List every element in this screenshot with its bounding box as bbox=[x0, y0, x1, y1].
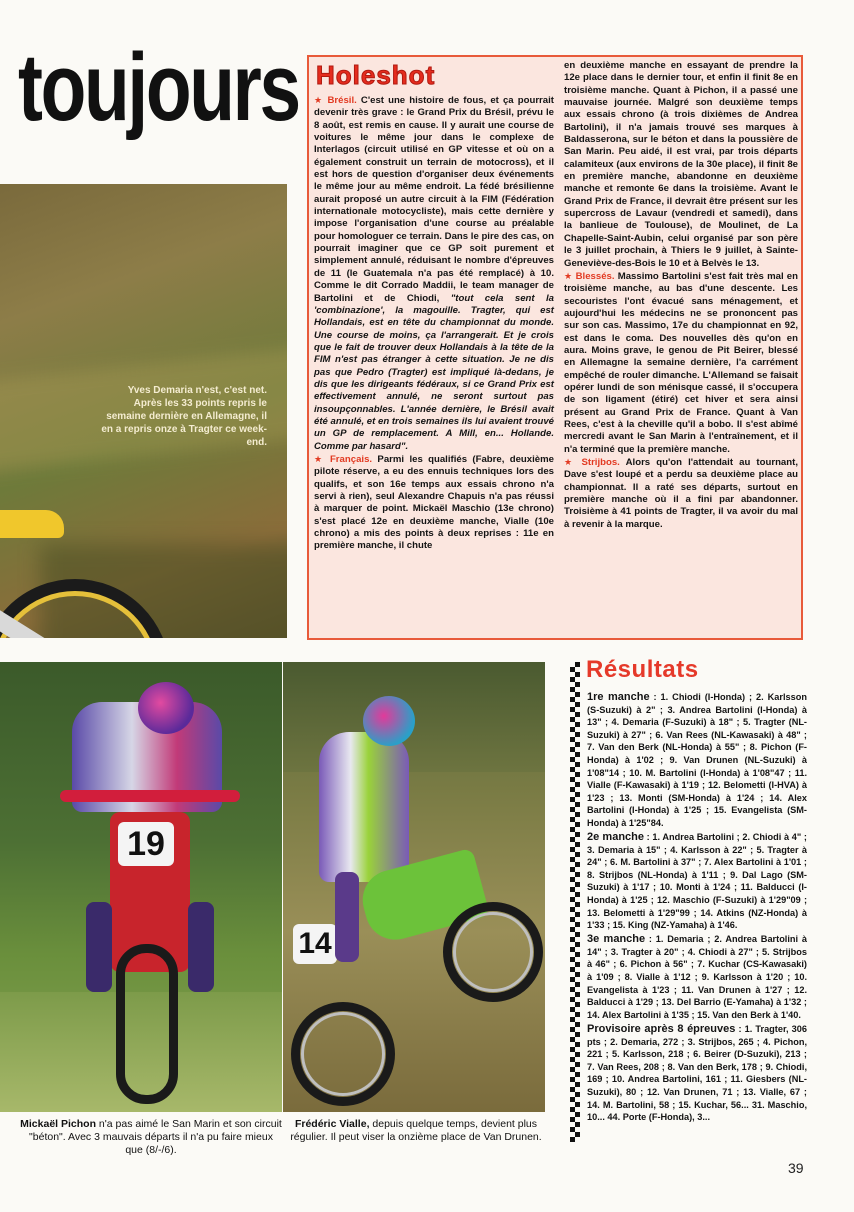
results-title: Résultats bbox=[586, 656, 699, 683]
rider-helmet bbox=[363, 696, 415, 746]
results-body bbox=[587, 691, 807, 1125]
holeshot-right-column bbox=[564, 60, 798, 531]
holeshot-keyword: Strijbos. bbox=[581, 457, 620, 468]
results-section-head: 2e manche bbox=[587, 831, 644, 844]
rider-helmet bbox=[138, 682, 194, 734]
holeshot-keyword: Blessés. bbox=[575, 270, 615, 282]
caption-pichon-name: Mickaël Pichon bbox=[20, 1118, 96, 1130]
star-bullet-icon: ★ bbox=[314, 95, 328, 105]
photo-top-caption bbox=[97, 384, 267, 449]
results-section bbox=[587, 933, 807, 1021]
rider-leg bbox=[335, 872, 359, 962]
holeshot-left-column bbox=[314, 94, 554, 553]
holeshot-text: en deuxième manche en essayant de prendre la 12e place dans le dernier tour, et enfin il finit 8e en troisième manche. Quant à Pichon, il a passé une mauvaise journée. Malgré son deuxième temps aux essais chrono (à trois dixièmes de Andrea Bartolini), il n'a jamais trouvé ses marques à Baldasserona, sur le béton et dans la poussière de San Marin. Peu aidé, il est vrai, par trois départs calamiteux (aux environs de la 30e place), il finit 8e en première manche, abandonne en deuxième manche et remonte 6e dans la troisième. Avant le Grand Prix de France, il devrait être présent sur les supercross de Lavaur (vendredi et samedi), dans la banlieue de Toulouse), de Moulinet, de La Chapelle-Saint-Aubin, celui organisé par son père le 3 juillet prochain, à Thiers le 9 juillet, à Sainte-Geneviève-des-Bois le 10 et à Belvès le 13. bbox=[564, 60, 798, 269]
holeshot-paragraph-bresil bbox=[314, 94, 554, 453]
front-rim bbox=[453, 912, 533, 992]
handlebar bbox=[60, 790, 240, 802]
holeshot-keyword: Français. bbox=[329, 453, 373, 465]
holeshot-text: Massimo Bartolini s'est fait très mal en troisième manche, au bas d'une descente. Les secouristes l'ont évacué sans ménagement, et aujourd'hui les médecins ne se prononcent pas sur son cas. Massimo, 17e du championnat en 92, est dans le coma. Des nouvelles dès qu'on en aura. Moins grave, le genou de Pit Beirer, blessé en Allemagne la semaine dernière, l'a carrément empêché de rouler dimanche. L'Allemand se faisait opérer lundi de son ménisque cassé, il s'occupera de son ligament (étiré) cet hiver et sera ainsi présent au Grand Prix de France. Quant à Van Rees, c'est à la cheville qu'il a bobo. Il s'est abîmé mercredi avant le San Marin à l'entraînement, et il n'a terminé que la première manche. bbox=[564, 270, 798, 455]
rider-leg bbox=[188, 902, 214, 992]
holeshot-text: Parmi les qualifiés (Fabre, deuxième pilote réserve, a eu des ennuis techniques lors des qualifs, et son 16e temps aux essais chrono n'a servi à rien), seul Alexandre Chapuis n'a pas réussi à marquer de point. Mickaël Maschio (13e chrono) s'est placé 12e en deuxième manche, Vialle (10e chrono) a mis des points à deux reprises : 11e en première manche, il chute bbox=[314, 453, 554, 552]
rider-leg bbox=[86, 902, 112, 992]
results-section-head: 1re manche bbox=[587, 691, 650, 703]
rear-rim bbox=[301, 1012, 385, 1096]
holeshot-keyword: Brésil. bbox=[327, 95, 357, 106]
holeshot-paragraph-francais bbox=[314, 453, 554, 553]
results-section-text: : 1. Chiodi (I-Honda) ; 2. Karlsson (S-Suzuki) à 2" ; 3. Andrea Bartolini (I-Honda) à 13" ; 4. Demaria (F-Suzuki) à 18" ; 5. Tragter (NL-Suzuki) à 27" ; 6. Van Rees (NL-Kawasaki) à 48" ; 7. Van den Berk (NL-Honda) à 55" ; 8. Pichon (F-Honda) à 1'02 ; 9. Van Drunen (NL-Suzuki) à 1'08"14 ; 10. M. Bartolini (I-Honda) à 1'08"47 ; 11. Vialle (F-Kawasaki) à 1'19 ; 12. Belometti (I-HVA) à 1'23 ; 13. Monti (SM-Honda) à 1'24 ; 14. Alex Bartolini (I-Honda) à 1'25 ; 15. Evangelista (SM-Honda) à 1'25"84. bbox=[587, 692, 807, 828]
results-section bbox=[587, 691, 807, 830]
checkered-flag-border bbox=[570, 662, 580, 1142]
results-section-head: 3e manche bbox=[587, 933, 646, 946]
page-number: 39 bbox=[788, 1160, 804, 1176]
number-plate-14: 14 bbox=[293, 924, 337, 964]
caption-pichon-text: n'a pas aimé le San Marin et son circuit "béton". Avec 3 mauvais départs il n'a pu faire mieux que (8/-/6). bbox=[29, 1118, 282, 1156]
results-section-text: : 1. Andrea Bartolini ; 2. Chiodi à 4" ; 3. Demaria à 15" ; 4. Karlsson à 22" ; 5. Tragter à 24" ; 6. M. Bartolini à 37" ; 7. Alex Bartolini à 1'01 ; 8. Strijbos (NL-Honda) à 1'11 ; 9. Dal Lago (SM-Suzuki) à 1'17 ; 10. Monti à 1'24 ; 11. Balducci (I-Honda) à 1'25 ; 12. Maschio (F-Suzuki) à 1'29"09 ; 13. Belometti à 1'29"99 ; 14. Atkins (NZ-Honda) à 1'33 ; 15. King (NZ-Yamaha) à 1'46. bbox=[587, 832, 807, 931]
photo-pichon bbox=[0, 662, 282, 1112]
star-bullet-icon: ★ bbox=[564, 270, 576, 281]
results-section-head: Provisoire après 8 épreuves bbox=[587, 1022, 736, 1035]
holeshot-text: C'est une histoire de fous, et ça pourrait devenir très grave : le Grand Prix du Brésil, prévu le 8 août, est remis en cause. Il y aurait une course de voitures le même jour dans le complexe de Interlagos (circuit utilisé en GP vitesse et où on a également construit un terrain de motocross), et il est hors de question d'organiser deux événements le même jour au même endroit. La fédé brésilienne aurait proposé un autre circuit à la FIM (Fédération internationale motocycliste), mais cette dernière y impose l'organisation d'une course au préalable pour homologuer ce terrain. Dans le pire des cas, on pourrait imaginer que ce GP soit purement et simplement annulé, réduisant le nombre d'épreuves de 11 (le Guatemala n'a pas été remplacé) à 10. Comme le dit Corrado Maddii, le team manager de Bartolini et de Chiodi, bbox=[314, 95, 554, 304]
number-plate-19: 19 bbox=[118, 822, 174, 866]
photo-vialle bbox=[283, 662, 545, 1112]
caption-vialle bbox=[290, 1118, 542, 1144]
results-section bbox=[587, 831, 807, 932]
headline: toujours bbox=[18, 34, 299, 141]
front-tire bbox=[116, 944, 178, 1104]
star-bullet-icon: ★ bbox=[314, 453, 330, 464]
caption-vialle-text: depuis quelque temps, devient plus régulier. Il peut viser la onzième place de Van Drunen. bbox=[290, 1118, 542, 1143]
photo-motocross-rider-top bbox=[0, 184, 287, 638]
photo-top-caption-text: n'est, c'est net. Après les 33 points repris le semaine dernière en Allemagne, il en a repris onze à Tragter ce week-end. bbox=[101, 385, 267, 448]
results-section-text: : 1. Tragter, 306 pts ; 2. Demaria, 272 ; 3. Strijbos, 265 ; 4. Pichon, 221 ; 5. Karlsson, 218 ; 6. Beirer (D-Suzuki), 213 ; 7. Van Rees, 208 ; 8. Van den Berk, 178 ; 9. Chiodi, 169 ; 10. Andrea Bartolini, 161 ; 11. Giesbers (NL-Suzuki), 80 ; 12. Van Drunen, 71 ; 13. Vialle, 67 ; 14. M. Bartolini, 58 ; 15. Kuchar, 56... 31. Maschio, 10... 44. Porte (F-Honda), 3... bbox=[587, 1023, 808, 1123]
results-section bbox=[587, 1023, 807, 1124]
holeshot-quote: "tout cela sent la 'combinazione', la magouille. Tragter, qui est Hollandais, est en tête du championnat du monde. Une course de moins, ça l'arrangerait. Et je crois que le fait de trouver deux Hollandais à la tête de la FIM n'est pas étranger à cette situation. Je ne dis pas que Pedro (Tragter) est impliqué là-dedans, je dis que les dirigeants fédéraux, si ce Grand Prix est effectivement annulé, ne seront surtout pas insoupçonnables. L'année dernière, le Brésil avait été annulé, et en trois semaines ils lui avaient trouvé un GP de remplacement. A Mill, en... Hollande. Comme par hasard". bbox=[314, 292, 554, 452]
holeshot-paragraph-blesses bbox=[564, 270, 798, 456]
holeshot-paragraph-strijbos bbox=[564, 456, 798, 531]
photo-top-caption-name: Yves Demaria bbox=[127, 385, 193, 396]
holeshot-paragraph-continued bbox=[564, 60, 798, 270]
caption-vialle-name: Frédéric Vialle, bbox=[294, 1118, 370, 1130]
holeshot-title: Holeshot bbox=[316, 60, 436, 90]
rider-jersey bbox=[319, 732, 409, 882]
results-section-text: : 1. Demaria ; 2. Andrea Bartolini à 14" ; 3. Tragter à 20" ; 4. Chiodi à 27" ; 5. Strijbos à 46" ; 6. Pichon à 56" ; 7. Kuchar (CS-Kawasaki) à 1'09 ; 8. Vialle à 1'12 ; 9. Karlsson à 1'20 ; 10. Evangelista à 1'23 ; 11. Van Drunen à 1'27 ; 12. Balducci à 1'29 ; 13. Del Barrio (E-Yamaha) à 1'32 ; 14. Alex Bartolini à 1'35 ; 15. Van den Berk à 1'40. bbox=[587, 934, 807, 1020]
caption-pichon bbox=[20, 1118, 282, 1157]
yellow-fender bbox=[0, 510, 64, 538]
holeshot-text: Alors qu'on l'attendait au tournant, Dave s'est loupé et a perdu sa deuxième place au championnat. Il a raté ses départs, surtout en première manche où il a fini par abandonner. Troisième à 41 points de Tragter, il va avoir du mal à revenir à la marque. bbox=[564, 457, 798, 530]
star-bullet-icon: ★ bbox=[564, 457, 582, 467]
